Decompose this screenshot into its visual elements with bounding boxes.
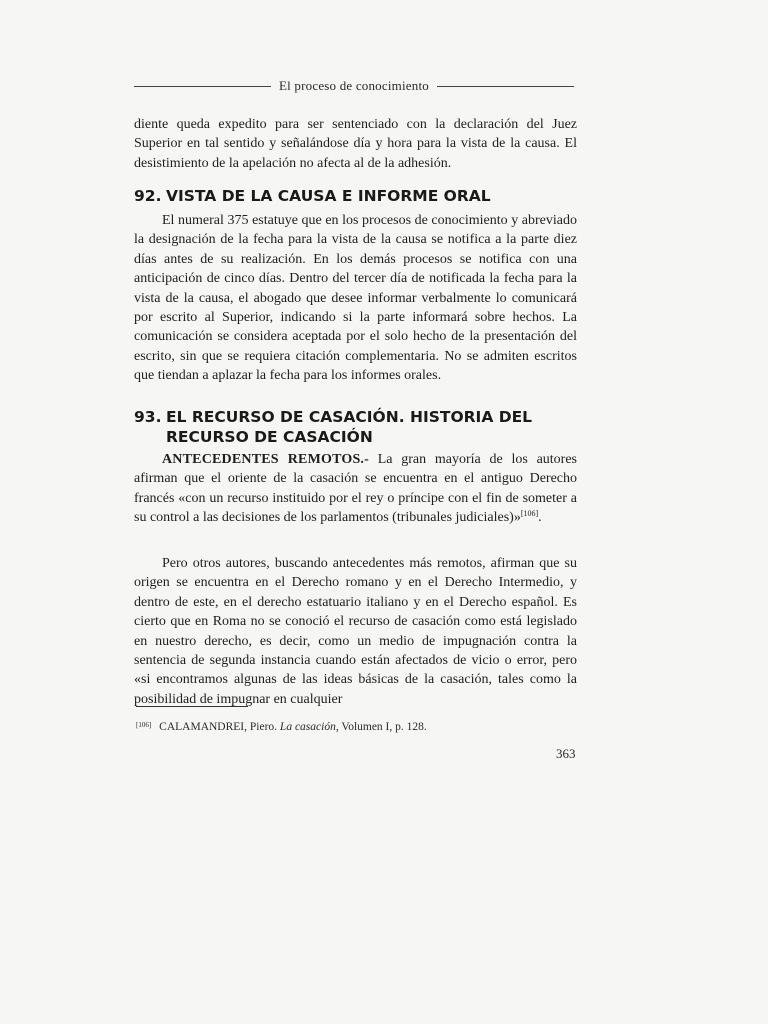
section-92-number: 92. [134,187,162,205]
footnote-work: La casación [279,721,336,733]
paragraph-1-text: La gran mayoría de los autores afirman que el oriente de la casación se encuentra en el antiguo Derecho francés «con un recurso instituido por el rey o príncipe con el fin de someter a su control a las decisiones de los parlamentos (tribunales judiciales)» [134,452,577,526]
footnote-reference[interactable]: [106] [520,509,539,519]
footnote-mark: [106] [136,721,152,729]
section-92-heading [134,186,577,206]
section-93-title-line1: EL RECURSO DE CASACIÓN. HISTORIA DEL [166,408,533,426]
section-93-heading [134,407,577,447]
section-92-title: VISTA DE LA CAUSA E INFORME ORAL [166,187,491,205]
footnote-rule [136,706,248,707]
page-number: 363 [556,746,576,761]
section-93-number: 93. [134,408,162,426]
paragraph-1-end: . [538,510,542,526]
header-rule-right [437,86,574,87]
footnote [136,718,576,735]
section-92-paragraph: El numeral 375 estatuye que en los procesos de conocimiento y abreviado la designación de la fecha para la vista de la causa se notifica a la parte diez días antes de su realización. En los demás procesos se notifica con una anticipación de cinco días. Dentro del tercer día de notificada la fecha para la vista de la causa, el abogado que desee informar verbalmente lo comunicará por escrito al Superior, indicando si la parte informará sobre hechos. La comunicación se considera aceptada por el solo hecho de la presentación del escrito, sin que se requiera citación complementaria. No se admiten escritos que tiendan a aplazar la fecha para los informes orales. [134,213,577,384]
footnote-rest: , Volumen I, p. 128. [335,721,427,733]
section-93-paragraph-1 [134,450,577,528]
footnote-author: CALAMANDREI, Piero. [159,721,280,733]
intro-paragraph: diente queda expedito para ser sentenciado con la declaración del Juez Superior en tal sentido y señalándose día y hora para la vista de la causa. El desistimiento de la apelación no afecta al de la adhesión. [134,117,577,171]
section-93-paragraph-2: Pero otros autores, buscando antecedentes más remotos, afirman que su origen se encuentra en el Derecho romano y en el Derecho Intermedio, y dentro de este, en el derecho estatuario italiano y en el Derecho español. Es cierto que en Roma no se conoció el recurso de casación como está legislado en nuestro derecho, es decir, como un medio de impugnación contra la sentencia de segunda instancia cuando están afectados de vicio o error, pero «si encontramos algunas de las ideas básicas de la casación, tales como la posibilidad de impugnar en cualquier [134,556,577,707]
running-title: El proceso de conocimiento [279,78,429,93]
section-93-title-line2: RECURSO DE CASACIÓN [166,428,373,446]
running-header [134,78,574,94]
lead-in-heading: ANTECEDENTES REMOTOS.- [162,452,369,467]
header-rule-left [134,86,271,87]
